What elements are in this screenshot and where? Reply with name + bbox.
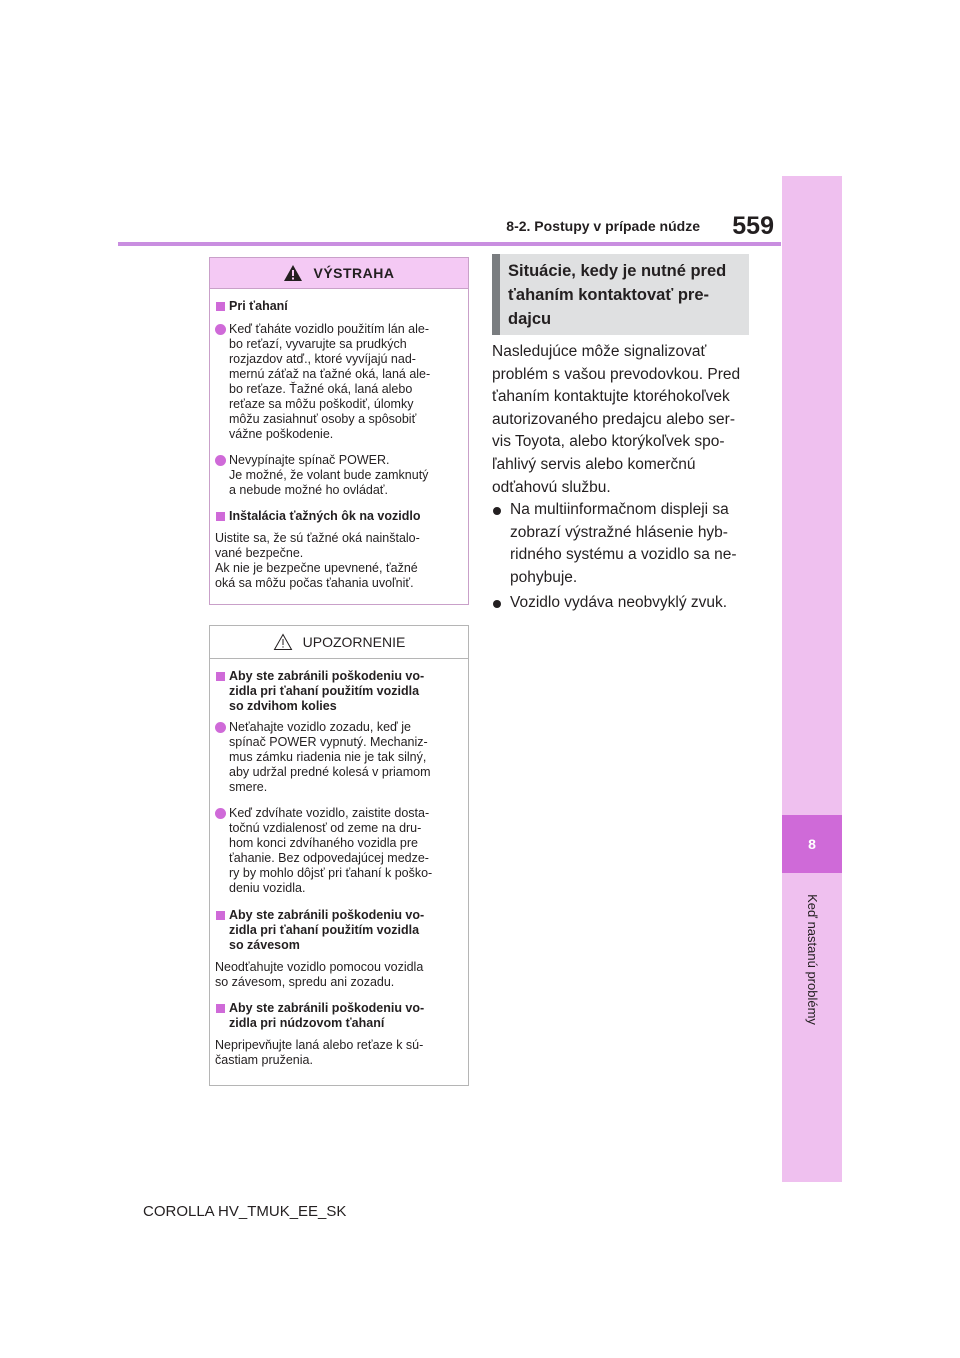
caution-sub2-text: Aby ste zabránili poškodeniu vo- zidla pri ťahaní použitím vozidla so závesom: [229, 908, 425, 952]
caution-subheading: [215, 1001, 462, 1031]
symptom-bullet: [492, 592, 757, 615]
warning-box: [209, 257, 469, 605]
caution-sub3-text: Aby ste zabránili poškodeniu vo- zidla pri núdzovom ťahaní: [229, 1001, 425, 1030]
warning-paragraph: Uistite sa, že sú ťažné oká nainštalo- vané bezpečne. Ak nie je bezpečne upevnené, ťažné oká sa môžu počas ťahania uvoľniť.: [215, 531, 420, 590]
warning-title: VÝSTRAHA: [313, 265, 395, 281]
intro-paragraph: Nasledujúce môže signalizovať problém s vašou prevodovkou. Pred ťahaním kontaktujte ktoréhokoľvek autorizovaného predajcu alebo ser- vis Toyota, alebo ktorýkoľvek spo- ľahlivý servis alebo komerčnú odťahovú službu.: [492, 343, 741, 496]
warning-sub1-text: Pri ťahaní: [229, 299, 288, 313]
symptom-bullet2-text: Vozidlo vydáva neobvyklý zvuk.: [510, 594, 728, 611]
warning-subheading: [215, 299, 462, 314]
warning-bullet1-text: Keď ťaháte vozidlo použitím lán ale- bo reťazí, vyvarujte sa prudkých rozjazdov atď., ktoré vyvíjajú nad- mernú záťaž na ťažné oká, laná ale- bo reťaze. Ťažné oká, laná alebo reťaze sa môžu poškodiť, úlomky môžu zasiahnuť osoby a spôsobiť vážne poškodenie.: [229, 322, 431, 441]
square-bullet-icon: [216, 512, 225, 521]
warning-header: [210, 258, 468, 289]
bullet-dot-icon: [493, 507, 501, 515]
caution-box: [209, 625, 469, 1086]
warning-sub2-text: Inštalácia ťažných ôk na vozidlo: [229, 509, 421, 523]
round-bullet-icon: [215, 455, 226, 466]
warning-subheading: [215, 509, 462, 524]
caution-bullet: [215, 720, 462, 795]
round-bullet-icon: [215, 808, 226, 819]
caution-triangle-icon: [273, 633, 293, 651]
caution-paragraph: Neodťahujte vozidlo pomocou vozidla so závesom, spredu ani zozadu.: [215, 960, 424, 989]
square-bullet-icon: [216, 672, 225, 681]
bullet-dot-icon: [493, 600, 501, 608]
caution-bullet2-text: Keď zdvíhate vozidlo, zaistite dosta- točnú vzdialenosť od zeme na dru- hom konci zdvíhaného vozidla pre ťahanie. Bez odpovedajúcej medze- ry by mohlo dôjsť pri ťahaní k poško- deniu vozidla.: [229, 806, 433, 895]
symptom-bullet1-text: Na multiinformačnom displeji sa zobrazí výstražné hlásenie hyb- ridného systému a vozidlo sa ne- pohybuje.: [510, 501, 737, 586]
header-rule: [118, 242, 781, 246]
caution-subheading: [215, 908, 462, 953]
square-bullet-icon: [216, 1004, 225, 1013]
caution-subheading: [215, 669, 462, 714]
square-bullet-icon: [216, 911, 225, 920]
chapter-label-text: Keď nastanú problémy: [804, 893, 820, 1025]
caution-body: [210, 669, 468, 1068]
caution-bullet: [215, 806, 462, 896]
chapter-label: [782, 880, 842, 1038]
square-bullet-icon: [216, 302, 225, 311]
section-title: 8-2. Postupy v prípade núdze: [506, 218, 700, 234]
symptom-bullet: [492, 499, 757, 589]
footer-doc-code: COROLLA HV_TMUK_EE_SK: [143, 1203, 347, 1220]
situation-heading: Situácie, kedy je nutné pred ťahaním kontaktovať pre- dajcu: [492, 254, 749, 335]
warning-bullet: [215, 453, 462, 498]
round-bullet-icon: [215, 324, 226, 335]
chapter-number: 8: [782, 815, 842, 873]
caution-header: [210, 626, 468, 659]
round-bullet-icon: [215, 722, 226, 733]
caution-title: UPOZORNENIE: [302, 634, 406, 650]
warning-body: [210, 299, 468, 591]
caution-sub1-text: Aby ste zabránili poškodeniu vo- zidla pri ťahaní použitím vozidla so zdvihom kolies: [229, 669, 425, 713]
caution-bullet1-text: Neťahajte vozidlo zozadu, keď je spínač POWER vypnutý. Mechaniz- mus zámku riadenia nie je tak silný, aby udržal predné kolesá v priamom smere.: [229, 720, 431, 794]
page-number: 559: [732, 212, 774, 240]
warning-bullet: [215, 322, 462, 442]
warning-triangle-icon: [283, 264, 303, 282]
warning-bullet2-text: Nevypínajte spínač POWER. Je možné, že volant bude zamknutý a nebude možné ho ovládať.: [229, 453, 429, 497]
caution-paragraph: Nepripevňujte laná alebo reťaze k sú- častiam pruženia.: [215, 1038, 424, 1067]
